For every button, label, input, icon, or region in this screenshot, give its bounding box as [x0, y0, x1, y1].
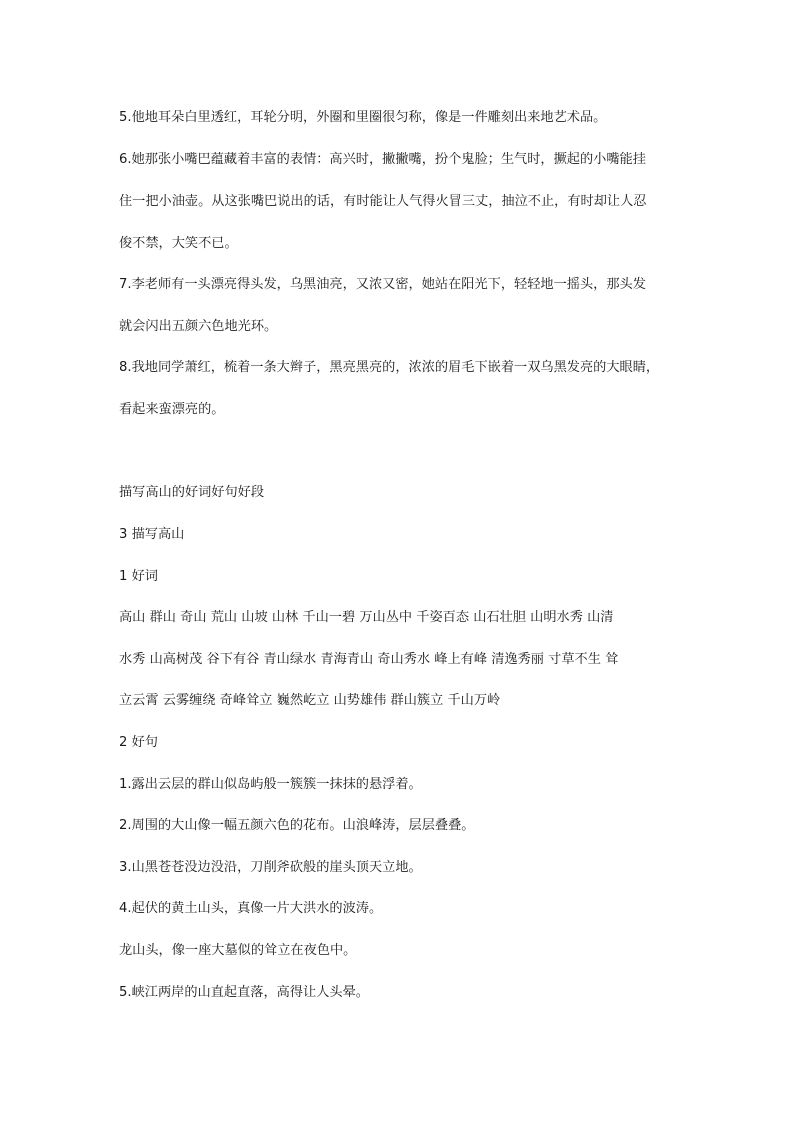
paragraph-line: 就会闪出五颜六色地光环。: [119, 319, 278, 334]
paragraph-line: 6.她那张小嘴巴蕴藏着丰富的表情：高兴时，撇撇嘴，扮个鬼脸；生气时，撅起的小嘴能挂: [119, 152, 646, 167]
sentence-line: 4.起伏的黄土山头，真像一片大洪水的波涛。: [119, 901, 383, 916]
paragraph-line: 7.李老师有一头漂亮得头发，乌黑油亮，又浓又密，她站在阳光下，轻轻地一摇头，那头发: [119, 277, 646, 292]
subsection-heading: 2 好句: [119, 735, 158, 750]
sentence-line: 龙山头，像一座大墓似的耸立在夜色中。: [119, 943, 357, 958]
word-list-line: 水秀 山高树茂 谷下有谷 青山绿水 青海青山 奇山秀水 峰上有峰 清逸秀丽 寸草不生 耸: [119, 652, 619, 667]
word-list-line: 立云霄 云雾缠绕 奇峰耸立 巍然屹立 山势雄伟 群山簇立 千山万岭: [119, 693, 501, 708]
sentence-line: 1.露出云层的群山似岛屿般一簇簇一抹抹的悬浮着。: [119, 777, 422, 792]
paragraph-line: 看起来蛮漂亮的。: [119, 402, 225, 417]
paragraph-line: 俊不禁，大笑不已。: [119, 236, 238, 251]
section-heading: 3 描写高山: [119, 527, 185, 542]
subsection-heading: 1 好词: [119, 569, 158, 584]
section-title: 描写高山的好词好句好段: [119, 485, 265, 500]
word-list-line: 高山 群山 奇山 荒山 山坡 山林 千山一碧 万山丛中 千姿百态 山石壮胆 山明水秀 山清: [119, 610, 614, 625]
sentence-line: 5.峡江两岸的山直起直落，高得让人头晕。: [119, 985, 369, 1000]
paragraph-line: 8.我地同学萧红，梳着一条大辫子，黑亮黑亮的，浓浓的眉毛下嵌着一双乌黑发亮的大眼睛，: [119, 360, 660, 375]
paragraph-line: 5.他地耳朵白里透红，耳轮分明，外圈和里圈很匀称，像是一件雕刻出来地艺术品。: [119, 110, 607, 125]
sentence-line: 2.周围的大山像一幅五颜六色的花布。山浪峰涛，层层叠叠。: [119, 818, 475, 833]
sentence-line: 3.山黑苍苍没边没沿，刀削斧砍般的崖头顶天立地。: [119, 860, 422, 875]
paragraph-line: 住一把小油壶。从这张嘴巴说出的话，有时能让人气得火冒三丈，抽泣不止，有时却让人忍: [119, 194, 647, 209]
